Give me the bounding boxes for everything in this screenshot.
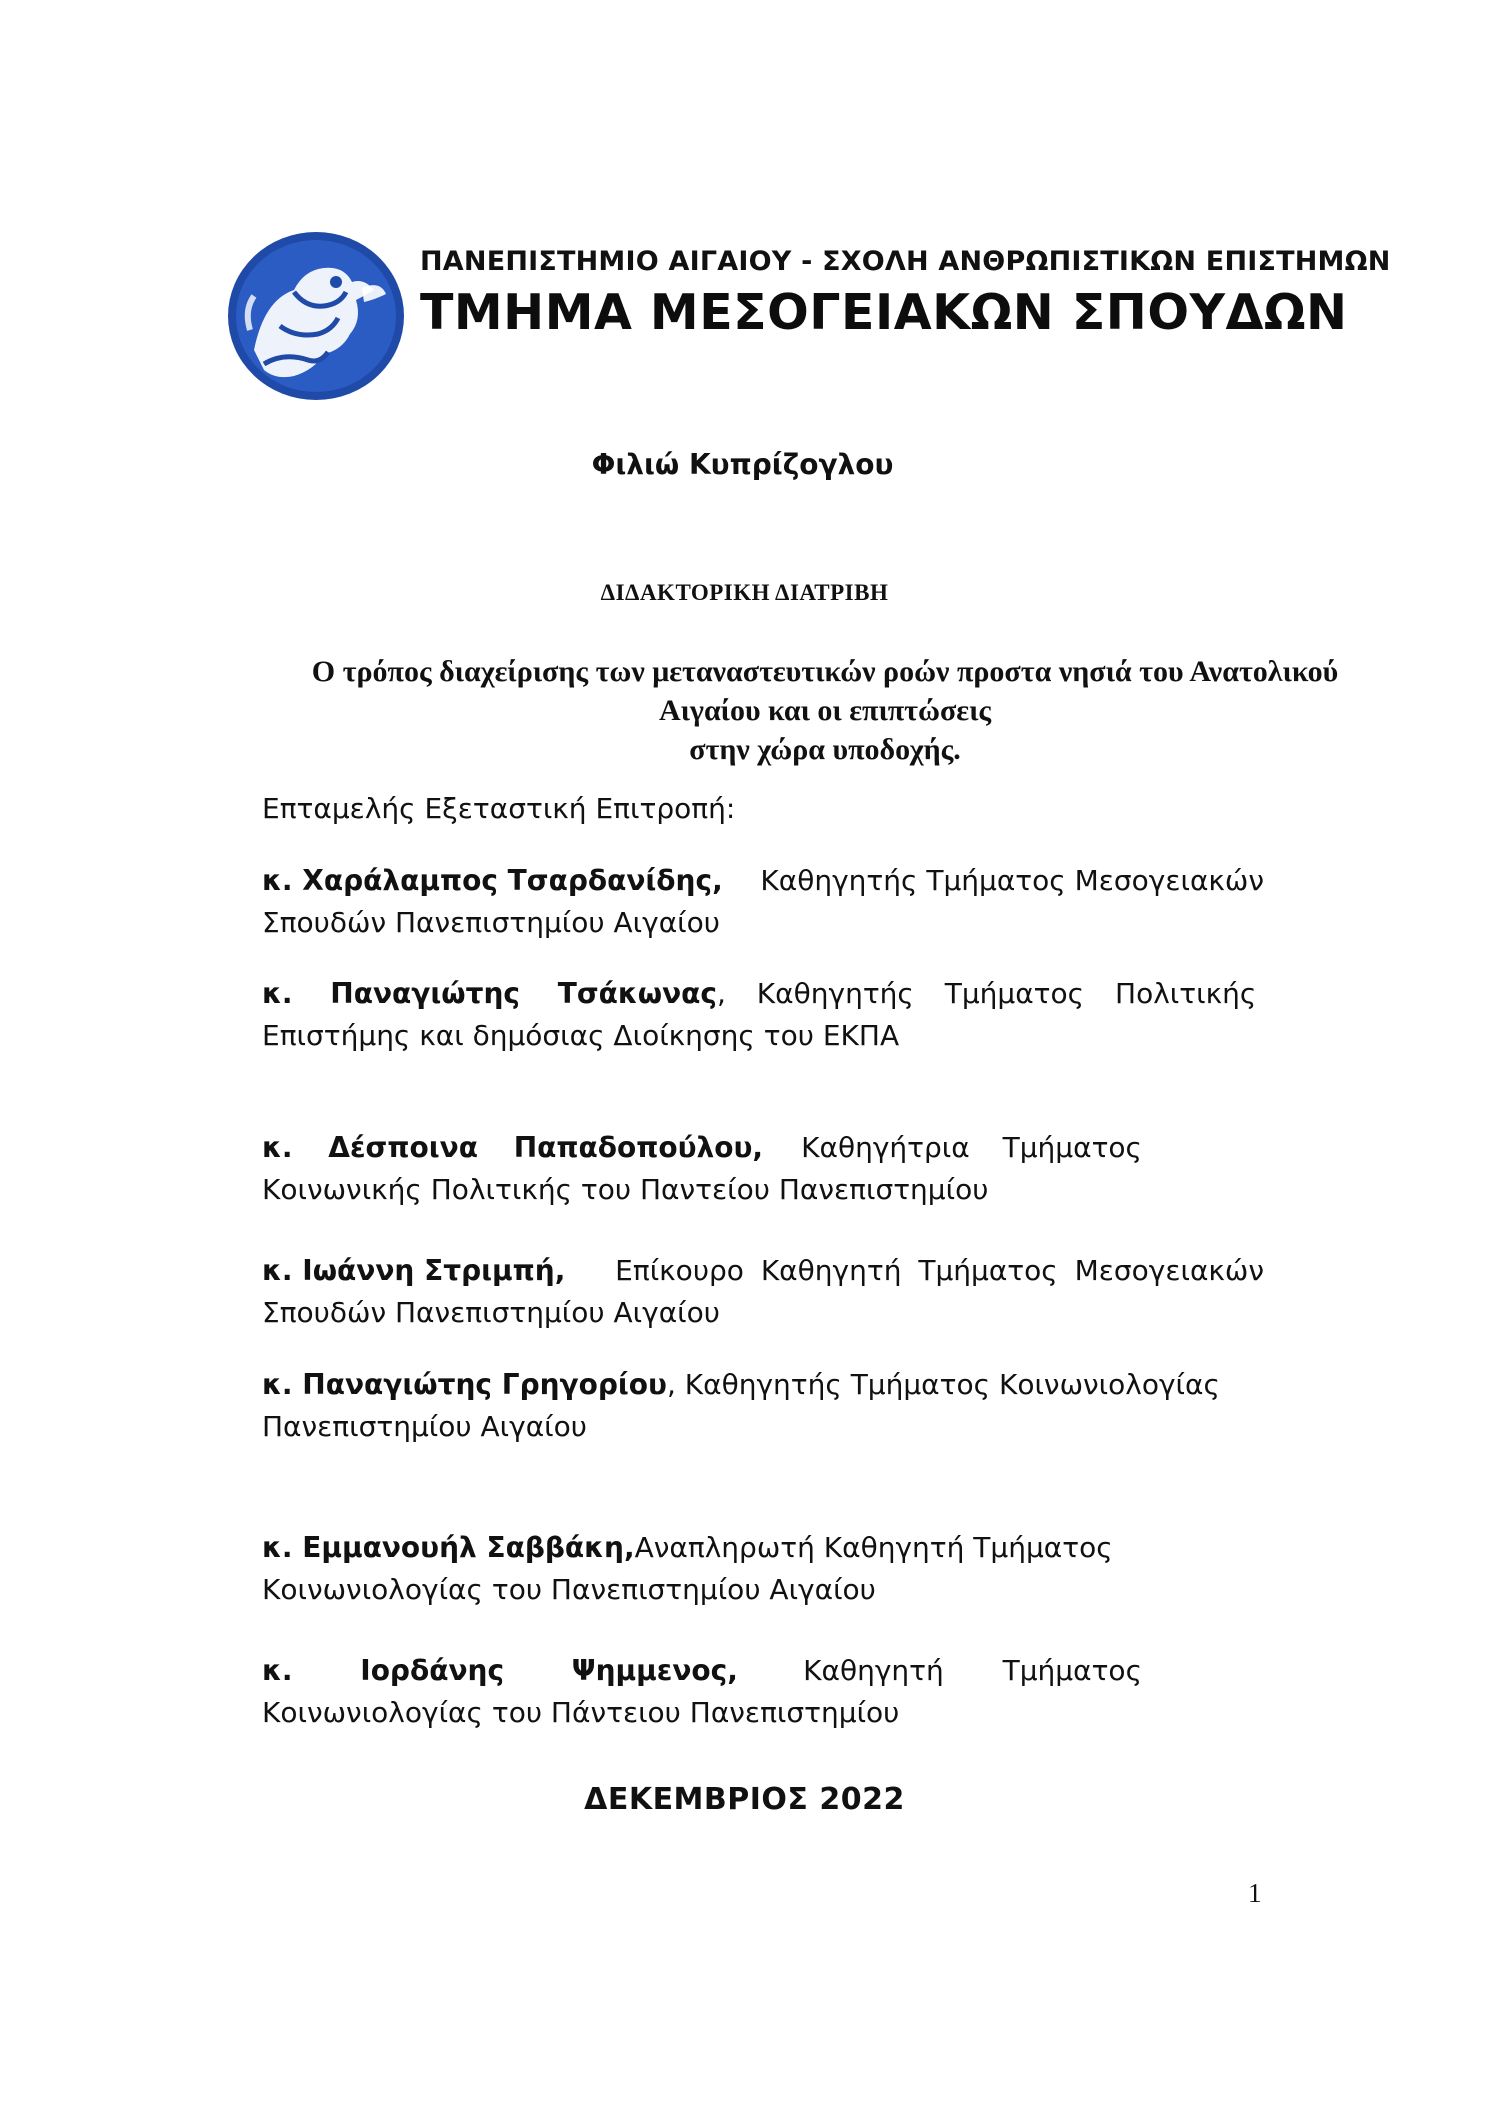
committee-heading: Επταμελής Εξεταστική Επιτροπή: <box>262 792 736 825</box>
member-title: Καθηγητής Τμήματος Μεσογειακών <box>760 864 1264 897</box>
thesis-title-line-2: Αιγαίου και οι επιπτώσεις <box>658 694 992 727</box>
member-title: Καθηγητή Τμήματος <box>803 1654 1142 1687</box>
member-title: Επίκουρο Καθηγητή Τμήματος Μεσογειακών <box>615 1254 1264 1287</box>
thesis-title-line-1: Ο τρόπος διαχείρισης των μεταναστευτικών ροών προστα νησιά του Ανατολικού <box>311 655 1339 688</box>
member-name: κ. Ιορδάνης Ψημμενος, <box>262 1654 738 1687</box>
committee-member <box>262 1527 1264 1611</box>
committee-member <box>262 1127 1142 1211</box>
member-affiliation: Σπουδών Πανεπιστημίου Αιγαίου <box>262 906 720 939</box>
member-affiliation: Κοινωνικής Πολιτικής του Παντείου Πανεπιστημίου <box>262 1173 989 1206</box>
member-name: κ. Ιωάννη Στριμπή, <box>262 1254 566 1287</box>
committee-member <box>262 1250 1264 1334</box>
committee-member <box>262 1650 1142 1734</box>
member-affiliation: Σπουδών Πανεπιστημίου Αιγαίου <box>262 1296 720 1329</box>
university-seal-logo <box>224 230 408 402</box>
committee-member <box>262 973 1264 1057</box>
member-name: κ. Παναγιώτης Γρηγορίου <box>262 1368 667 1401</box>
institution-line-1: ΠΑΝΕΠΙΣΤΗΜΙΟ ΑΙΓΑΙΟΥ - ΣΧΟΛΗ ΑΝΘΡΩΠΙΣΤΙΚΩΝ ΕΠΙΣΤΗΜΩΝ <box>420 246 1391 277</box>
member-name: κ. Παναγιώτης Τσάκωνας <box>262 977 717 1010</box>
member-name: κ. Χαράλαμπος Τσαρδανίδης, <box>262 864 723 897</box>
institution-line-2: ΤΜΗΜΑ ΜΕΣΟΓΕΙΑΚΩΝ ΣΠΟΥΔΩΝ <box>420 284 1348 341</box>
member-affiliation: Κοινωνιολογίας του Πανεπιστημίου Αιγαίου <box>262 1573 876 1606</box>
committee-member <box>262 860 1264 944</box>
thesis-title-line-3: στην χώρα υποδοχής. <box>689 733 961 766</box>
member-title: , Καθηγητής Τμήματος Κοινωνιολογίας <box>666 1368 1220 1401</box>
member-title: Καθηγήτρια Τμήματος <box>801 1131 1142 1164</box>
member-affiliation: Πανεπιστημίου Αιγαίου <box>262 1410 587 1443</box>
author-name: Φιλιώ Κυπρίζογλου <box>591 448 894 481</box>
page-number: 1 <box>1248 1878 1262 1908</box>
member-name: κ. Εμμανουήλ Σαββάκη, <box>262 1531 635 1564</box>
member-affiliation: Κοινωνιολογίας του Πάντειου Πανεπιστημίου <box>262 1696 900 1729</box>
member-title: , Καθηγητής Τμήματος Πολιτικής <box>717 977 1257 1010</box>
member-title: Αναπληρωτή Καθηγητή Τμήματος <box>634 1531 1113 1564</box>
submission-date: ΔΕΚΕΜΒΡΙΟΣ 2022 <box>584 1782 905 1817</box>
member-name: κ. Δέσποινα Παπαδοπούλου, <box>262 1131 764 1164</box>
member-affiliation: Επιστήμης και δημόσιας Διοίκησης του ΕΚΠΑ <box>262 1019 900 1052</box>
thesis-title <box>250 652 1400 769</box>
committee-member <box>262 1364 1264 1448</box>
document-type: ΔΙΔΑΚΤΟΡΙΚΗ ΔΙΑΤΡΙΒΗ <box>600 580 889 605</box>
